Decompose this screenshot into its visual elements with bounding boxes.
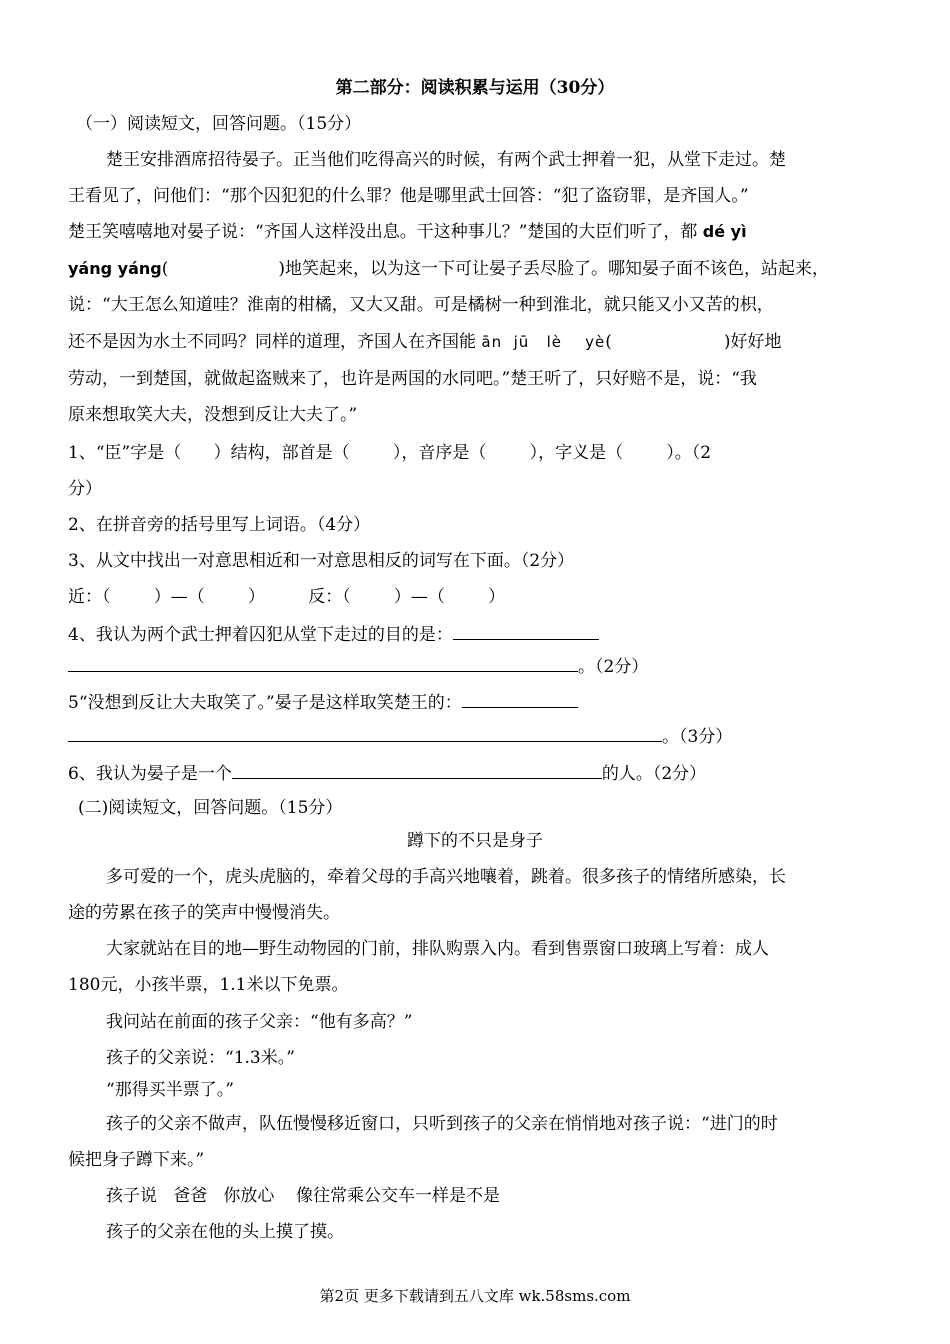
passage-text: 还不是因为水土不同吗？同样的道理，齐国人在齐国能 (68, 332, 476, 352)
question-6-score: 的人。（2分） (601, 764, 707, 784)
question-2: 2、在拼音旁的括号里写上词语。（4分） (68, 515, 371, 535)
answer-line[interactable] (68, 653, 578, 672)
passage-line: 说：“大王怎么知道哇？淮南的柑橘，又大又甜。可是橘树一种到淮北，就只能又小又苦的枳， (68, 295, 774, 315)
page-title: 第二部分：阅读积累与运用（30分） (335, 78, 615, 98)
answer-line[interactable] (232, 760, 602, 779)
question-3-answers: 近：（ ）—（ ） 反：（ ）—（ ） (68, 587, 506, 607)
passage-line (68, 257, 829, 281)
question-4 (68, 621, 599, 647)
passage-text: 楚王笑嘻嘻地对晏子说：“齐国人这样没出息。干这种事儿？”楚国的大臣们听了，都 (68, 222, 698, 242)
story-line: “那得买半票了。” (106, 1080, 234, 1100)
open-paren: ( (605, 332, 612, 352)
passage-line: 原来想取笑大夫，没想到反让大夫了。” (68, 405, 358, 425)
passage-line (68, 330, 781, 354)
story-line: 候把身子蹲下来。” (68, 1150, 205, 1170)
question-4-text: 4、我认为两个武士押着囚犯从堂下走过的目的是： (68, 625, 453, 645)
question-6 (68, 760, 706, 786)
question-5-text: 5“没想到反让大夫取笑了。”晏子是这样取笑楚王的： (68, 693, 462, 713)
question-4-score: 。（2分） (578, 657, 649, 677)
story-line: 多可爱的一个，虎头虎脑的，牵着父母的手高兴地嚷着，跳着。很多孩子的情绪所感染，长 (106, 867, 786, 887)
open-paren: ( (161, 259, 169, 279)
section-heading-1: （一）阅读短文，回答问题。（15分） (76, 114, 362, 134)
question-1: 1、“臣”字是（ ）结构，部首是（ ），音序是（ ），字义是（ ）。（2 (68, 443, 712, 463)
pinyin-deyi: dé yì (702, 222, 747, 241)
answer-line[interactable] (453, 621, 599, 640)
passage-text: )好好地 (723, 332, 782, 352)
pinyin-yangyang: yáng yáng (68, 259, 162, 278)
story-line: 途的劳累在孩子的笑声中慢慢消失。 (68, 903, 340, 923)
passage-line: 楚王安排酒席招待晏子。正当他们吃得高兴的时候，有两个武士押着一犯，从堂下走过。楚 (106, 150, 786, 170)
section-heading-2: (二)阅读短文，回答问题。（15分） (78, 798, 343, 818)
story-line: 大家就站在目的地—野生动物园的门前，排队购票入内。看到售票窗口玻璃上写着：成人 (106, 939, 769, 959)
story-line: 孩子说 爸爸 你放心 像往常乘公交车一样是不是 (106, 1186, 501, 1206)
question-4-cont (68, 653, 648, 679)
question-6-text: 6、我认为晏子是一个 (68, 764, 232, 784)
passage-line: 王看见了，问他们：“那个囚犯犯的什么罪？他是哪里武士回答：“犯了盗窃罪，是齐国人。” (68, 186, 749, 206)
answer-line[interactable] (68, 723, 662, 742)
story-line: 孩子的父亲说：“1.3米。” (106, 1048, 295, 1068)
answer-line[interactable] (462, 689, 578, 708)
question-3: 3、从文中找出一对意思相近和一对意思相反的词写在下面。（2分） (68, 551, 575, 571)
passage-line: 劳动，一到楚国，就做起盗贼来了，也许是两国的水同吧。”楚王听了，只好赔不是，说：“我 (68, 369, 757, 389)
story-line: 我问站在前面的孩子父亲：“他有多高？” (106, 1012, 413, 1032)
passage-text: )地笑起来，以为这一下可让晏子丢尽脸了。哪知晏子面不该色，站起来， (278, 259, 829, 279)
story-line: 孩子的父亲在他的头上摸了摸。 (106, 1222, 344, 1242)
passage-line (68, 220, 747, 244)
page-footer: 第2页 更多下载请到五八文库 wk.58sms.com (319, 1287, 631, 1305)
question-5 (68, 689, 578, 715)
question-1-cont: 分） (68, 479, 102, 499)
question-5-cont (68, 723, 732, 749)
pinyin-anjuleye: ān jū lè yè (481, 333, 606, 351)
question-5-score: 。（3分） (662, 727, 733, 747)
story-line: 180元，小孩半票，1.1米以下免票。 (68, 975, 349, 995)
story-line: 孩子的父亲不做声，队伍慢慢移近窗口，只听到孩子的父亲在悄悄地对孩子说：“进门的时 (106, 1114, 778, 1134)
story-title: 蹲下的不只是身子 (407, 831, 543, 851)
